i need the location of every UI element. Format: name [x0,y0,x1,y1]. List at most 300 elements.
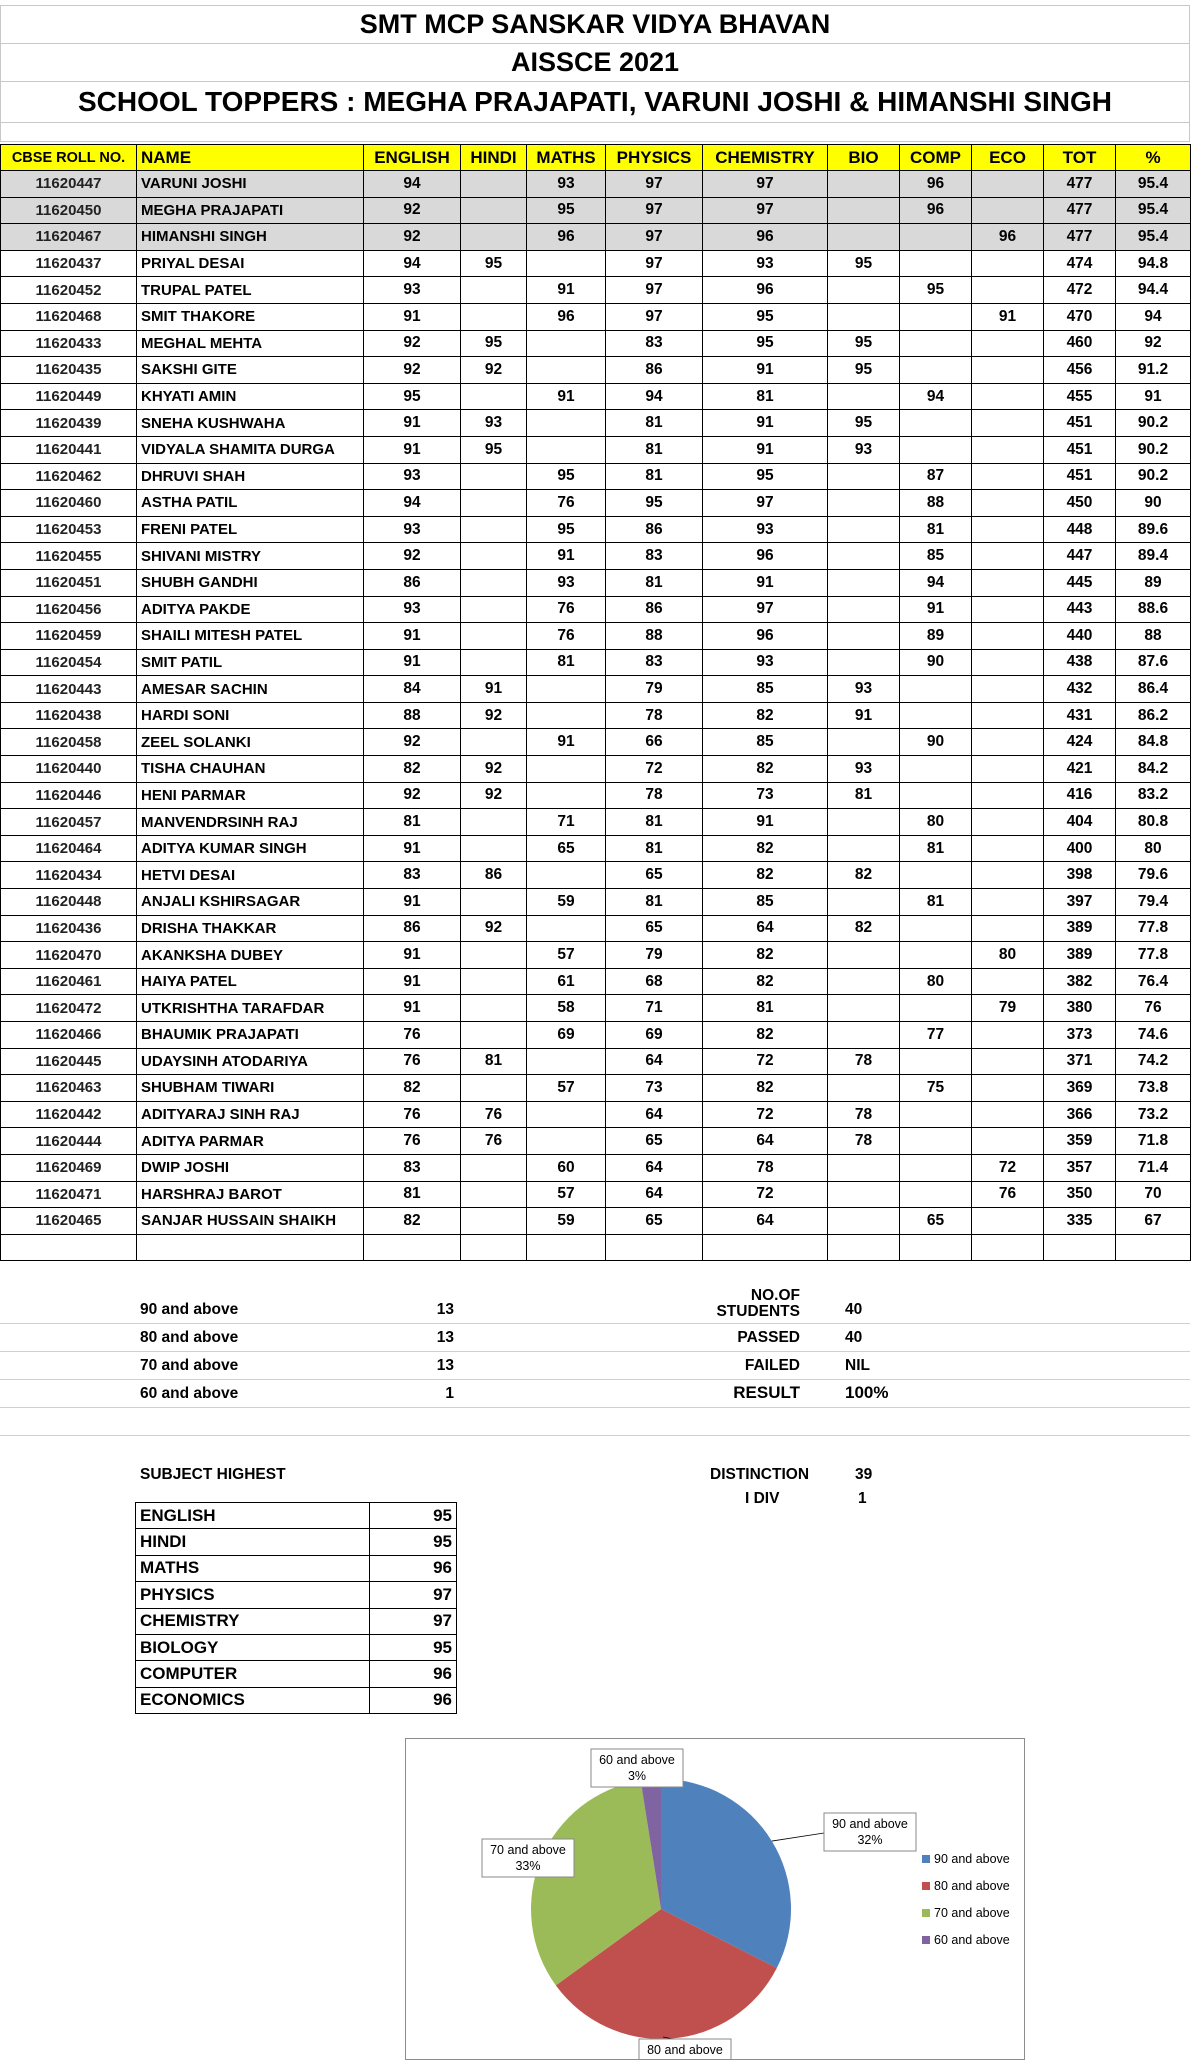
roll-number-cell: 11620466 [1,1022,137,1049]
mark-cell: 65 [606,862,703,889]
mark-cell: 96 [972,224,1044,251]
mark-cell: 91 [703,569,828,596]
mark-cell: 72 [703,1181,828,1208]
table-row [1,436,1191,463]
subject-highest-label: SUBJECT HIGHEST [140,1466,286,1484]
empty-cell [1,1234,137,1260]
mark-cell: 85 [703,889,828,916]
mark-cell: 85 [900,543,972,570]
mark-cell [900,1154,972,1181]
mark-cell: 81 [461,1048,527,1075]
student-name-cell: SHUBHAM TIWARI [137,1075,364,1102]
mark-cell [972,862,1044,889]
mark-cell: 91 [461,676,527,703]
mark-cell: 78 [828,1128,900,1155]
mark-cell [527,676,606,703]
mark-cell [461,463,527,490]
mark-cell: 86 [606,596,703,623]
table-row [1,756,1191,783]
empty-cell [828,1234,900,1260]
student-name-cell: ADITYARAJ SINH RAJ [137,1101,364,1128]
column-header: NAME [137,145,364,171]
mark-cell [461,596,527,623]
mark-cell: 82 [364,1075,461,1102]
roll-number-cell: 11620440 [1,756,137,783]
subject-mark: 97 [370,1608,457,1634]
mark-cell [828,1022,900,1049]
mark-cell: 94 [1116,303,1191,330]
mark-cell: 67 [1116,1208,1191,1235]
mark-cell: 73.8 [1116,1075,1191,1102]
mark-cell: 68 [606,968,703,995]
subject-highest-row [136,1661,457,1687]
student-name-cell: ASTHA PATIL [137,490,364,517]
mark-cell: 93 [828,676,900,703]
mark-cell [900,1048,972,1075]
mark-cell [828,171,900,198]
table-row [1,702,1191,729]
mark-cell [461,729,527,756]
mark-cell: 95 [527,197,606,224]
roll-number-cell: 11620460 [1,490,137,517]
student-name-cell: SHUBH GANDHI [137,569,364,596]
table-row [1,330,1191,357]
mark-cell: 65 [606,915,703,942]
mark-cell: 95 [703,303,828,330]
mark-cell [900,1128,972,1155]
roll-number-cell: 11620441 [1,436,137,463]
mark-cell [900,1181,972,1208]
roll-number-cell: 11620451 [1,569,137,596]
mark-cell: 92 [461,782,527,809]
mark-cell: 80 [900,809,972,836]
mark-cell [461,1208,527,1235]
mark-cell: 83 [606,543,703,570]
mark-cell [972,410,1044,437]
mark-cell: 73 [606,1075,703,1102]
mark-cell: 400 [1044,835,1116,862]
mark-cell: 86 [461,862,527,889]
roll-number-cell: 11620456 [1,596,137,623]
result-label: FAILED [640,1357,800,1375]
student-name-cell: SANJAR HUSSAIN SHAIKH [137,1208,364,1235]
mark-cell: 81 [900,889,972,916]
table-row [1,303,1191,330]
mark-cell: 74.6 [1116,1022,1191,1049]
mark-cell: 443 [1044,596,1116,623]
mark-cell: 94 [364,171,461,198]
mark-cell: 82 [703,702,828,729]
mark-cell [527,250,606,277]
mark-cell [972,171,1044,198]
mark-cell: 95 [828,410,900,437]
mark-cell: 95.4 [1116,171,1191,198]
mark-cell: 78 [828,1101,900,1128]
mark-cell: 421 [1044,756,1116,783]
student-name-cell: KHYATI AMIN [137,383,364,410]
mark-cell: 96 [527,224,606,251]
mark-cell: 82 [364,756,461,783]
mark-cell: 450 [1044,490,1116,517]
student-name-cell: UTKRISHTHA TARAFDAR [137,995,364,1022]
slice-label: 90 and above [832,1817,908,1831]
roll-number-cell: 11620436 [1,915,137,942]
header-row [1,145,1191,171]
student-name-cell: ADITYA PARMAR [137,1128,364,1155]
mark-cell: 389 [1044,915,1116,942]
mark-cell [828,490,900,517]
table-row [1,357,1191,384]
mark-cell: 472 [1044,277,1116,304]
mark-cell [972,968,1044,995]
idiv-label: I DIV [745,1490,779,1508]
mark-cell: 73 [703,782,828,809]
roll-number-cell: 11620448 [1,889,137,916]
table-row [1,1208,1191,1235]
table-row [1,835,1191,862]
subject-name: PHYSICS [136,1582,370,1608]
table-row [1,383,1191,410]
mark-cell [461,490,527,517]
mark-cell: 97 [703,490,828,517]
mark-cell: 389 [1044,942,1116,969]
mark-cell: 76 [364,1101,461,1128]
table-row [1,889,1191,916]
mark-cell: 91 [364,942,461,969]
legend-label: 80 and above [934,1879,1010,1893]
mark-cell [828,383,900,410]
mark-cell: 95 [527,516,606,543]
mark-cell: 95 [606,490,703,517]
table-row [1,463,1191,490]
mark-cell [461,649,527,676]
mark-cell [527,1128,606,1155]
mark-cell: 92 [364,330,461,357]
mark-cell: 91 [1116,383,1191,410]
mark-cell: 79.4 [1116,889,1191,916]
mark-cell: 81 [703,383,828,410]
mark-cell: 81 [364,809,461,836]
table-row [1,171,1191,198]
empty-cell [972,1234,1044,1260]
mark-cell: 92 [364,197,461,224]
mark-cell [972,809,1044,836]
empty-cell [461,1234,527,1260]
student-name-cell: SNEHA KUSHWAHA [137,410,364,437]
mark-cell: 83 [364,1154,461,1181]
legend-swatch [922,1909,930,1917]
student-name-cell: ANJALI KSHIRSAGAR [137,889,364,916]
student-name-cell: MEGHA PRAJAPATI [137,197,364,224]
mark-cell: 440 [1044,623,1116,650]
mark-cell: 91 [364,835,461,862]
table-row [1,1128,1191,1155]
roll-number-cell: 11620454 [1,649,137,676]
mark-cell: 78 [828,1048,900,1075]
table-row [1,809,1191,836]
student-name-cell: ADITYA KUMAR SINGH [137,835,364,862]
mark-cell: 451 [1044,410,1116,437]
mark-cell: 86 [606,357,703,384]
mark-cell: 76 [461,1101,527,1128]
mark-cell: 86 [364,569,461,596]
mark-cell [900,942,972,969]
subject-mark: 97 [370,1582,457,1608]
mark-cell: 84.8 [1116,729,1191,756]
empty-cell [1044,1234,1116,1260]
mark-cell: 72 [703,1048,828,1075]
mark-cell: 369 [1044,1075,1116,1102]
mark-cell: 61 [527,968,606,995]
mark-cell: 91 [364,889,461,916]
distinction-label: DISTINCTION [710,1466,809,1484]
mark-cell: 89.6 [1116,516,1191,543]
mark-cell: 64 [703,1208,828,1235]
marks-table [0,144,1191,1261]
mark-cell [527,862,606,889]
mark-cell [527,357,606,384]
slice-percent: 32% [857,1833,882,1847]
table-row [1,277,1191,304]
mark-cell [972,835,1044,862]
mark-cell: 80 [1116,835,1191,862]
mark-cell: 87.6 [1116,649,1191,676]
mark-cell: 65 [606,1208,703,1235]
roll-number-cell: 11620446 [1,782,137,809]
mark-cell [972,623,1044,650]
mark-cell [527,330,606,357]
mark-cell [900,436,972,463]
mark-cell: 366 [1044,1101,1116,1128]
mark-cell: 92 [364,224,461,251]
table-row [1,995,1191,1022]
mark-cell [972,1075,1044,1102]
result-label: PASSED [640,1329,800,1347]
mark-cell: 97 [606,197,703,224]
mark-cell [972,596,1044,623]
mark-cell: 92 [461,756,527,783]
subject-highest-row [136,1687,457,1713]
mark-cell: 85 [703,729,828,756]
mark-cell: 335 [1044,1208,1116,1235]
mark-cell: 93 [828,756,900,783]
band-count: 13 [430,1357,454,1375]
roll-number-cell: 11620455 [1,543,137,570]
mark-cell [527,782,606,809]
summary-row [0,1296,1190,1324]
subject-name: CHEMISTRY [136,1608,370,1634]
table-row [1,1154,1191,1181]
mark-cell [828,889,900,916]
subject-mark: 96 [370,1687,457,1713]
mark-cell [461,889,527,916]
mark-cell: 59 [527,889,606,916]
table-row [1,1022,1191,1049]
table-row [1,623,1191,650]
subject-mark: 95 [370,1634,457,1660]
mark-cell: 86.2 [1116,702,1191,729]
legend-swatch [922,1855,930,1863]
mark-cell: 93 [527,171,606,198]
empty-row [1,1234,1191,1260]
table-row [1,676,1191,703]
mark-cell: 76 [527,623,606,650]
summary-row [0,1352,1190,1380]
mark-cell: 80 [972,942,1044,969]
mark-cell [972,250,1044,277]
legend-label: 70 and above [934,1906,1010,1920]
mark-cell: 94.4 [1116,277,1191,304]
subject-highest-row [136,1503,457,1529]
mark-cell: 88 [1116,623,1191,650]
mark-cell: 77.8 [1116,915,1191,942]
student-name-cell: TRUPAL PATEL [137,277,364,304]
mark-cell: 94 [364,250,461,277]
roll-number-cell: 11620449 [1,383,137,410]
result-value: 40 [845,1301,862,1319]
mark-cell: 82 [828,915,900,942]
mark-cell: 95 [461,250,527,277]
mark-cell: 92 [364,729,461,756]
mark-cell: 65 [527,835,606,862]
table-row [1,1181,1191,1208]
mark-cell: 97 [606,171,703,198]
student-name-cell: UDAYSINH ATODARIYA [137,1048,364,1075]
mark-cell: 97 [703,171,828,198]
mark-cell: 57 [527,942,606,969]
mark-cell [828,543,900,570]
band-label: 90 and above [140,1301,238,1319]
roll-number-cell: 11620471 [1,1181,137,1208]
band-count: 13 [430,1301,454,1319]
student-name-cell: BHAUMIK PRAJAPATI [137,1022,364,1049]
mark-cell [972,1101,1044,1128]
mark-cell [461,383,527,410]
mark-cell [828,623,900,650]
roll-number-cell: 11620450 [1,197,137,224]
mark-cell: 94 [900,383,972,410]
table-row [1,1075,1191,1102]
mark-cell: 81 [527,649,606,676]
mark-cell: 95 [461,330,527,357]
table-row [1,862,1191,889]
mark-cell: 83.2 [1116,782,1191,809]
mark-cell: 90.2 [1116,436,1191,463]
mark-cell: 404 [1044,809,1116,836]
band-count: 1 [430,1385,454,1403]
mark-cell [972,1208,1044,1235]
mark-cell: 81 [606,436,703,463]
mark-cell [828,463,900,490]
mark-cell [972,889,1044,916]
mark-cell: 397 [1044,889,1116,916]
mark-cell [461,277,527,304]
roll-number-cell: 11620434 [1,862,137,889]
table-row [1,1101,1191,1128]
mark-cell [972,383,1044,410]
subject-name: HINDI [136,1529,370,1555]
student-name-cell: HARDI SONI [137,702,364,729]
mark-cell [972,330,1044,357]
mark-cell: 92 [1116,330,1191,357]
mark-cell: 58 [527,995,606,1022]
mark-cell: 94 [606,383,703,410]
mark-cell [828,1075,900,1102]
roll-number-cell: 11620469 [1,1154,137,1181]
mark-cell: 91 [703,809,828,836]
roll-number-cell: 11620468 [1,303,137,330]
subject-name: BIOLOGY [136,1634,370,1660]
mark-cell: 91 [527,729,606,756]
school-name: SMT MCP SANSKAR VIDYA BHAVAN [0,6,1190,44]
column-header: HINDI [461,145,527,171]
roll-number-cell: 11620465 [1,1208,137,1235]
mark-cell: 64 [606,1101,703,1128]
mark-cell: 456 [1044,357,1116,384]
mark-cell: 91 [527,543,606,570]
mark-cell: 84.2 [1116,756,1191,783]
mark-cell: 432 [1044,676,1116,703]
mark-cell: 91 [527,277,606,304]
mark-cell: 89 [900,623,972,650]
mark-cell: 81 [606,835,703,862]
mark-cell: 76 [972,1181,1044,1208]
mark-cell: 416 [1044,782,1116,809]
mark-cell [461,516,527,543]
mark-cell: 79 [606,942,703,969]
mark-cell: 88 [900,490,972,517]
table-row [1,410,1191,437]
mark-cell: 72 [972,1154,1044,1181]
roll-number-cell: 11620433 [1,330,137,357]
band-label: 80 and above [140,1329,238,1347]
slice-percent: 33% [515,1859,540,1873]
table-row [1,516,1191,543]
mark-cell: 451 [1044,463,1116,490]
mark-cell: 81 [606,569,703,596]
mark-cell [972,1022,1044,1049]
roll-number-cell: 11620439 [1,410,137,437]
column-header: COMP [900,145,972,171]
column-header: PHYSICS [606,145,703,171]
leader-line [772,1833,824,1841]
mark-cell: 96 [703,543,828,570]
roll-number-cell: 11620452 [1,277,137,304]
empty-cell [900,1234,972,1260]
mark-cell: 398 [1044,862,1116,889]
mark-cell [461,623,527,650]
mark-cell [900,303,972,330]
empty-cell [703,1234,828,1260]
mark-cell: 91 [364,303,461,330]
subject-highest-row [136,1555,457,1581]
empty-cell [1116,1234,1191,1260]
summary-block [0,1296,1190,1436]
band-label: 60 and above [140,1385,238,1403]
mark-cell: 93 [364,516,461,543]
no-of-label: NO.OF [640,1287,800,1305]
summary-row [0,1408,1190,1436]
roll-number-cell: 11620467 [1,224,137,251]
mark-cell: 95 [461,436,527,463]
mark-cell [828,809,900,836]
mark-cell: 91 [364,410,461,437]
mark-cell: 93 [703,516,828,543]
column-header: CHEMISTRY [703,145,828,171]
mark-cell: 70 [1116,1181,1191,1208]
mark-cell: 64 [606,1048,703,1075]
mark-cell [972,782,1044,809]
